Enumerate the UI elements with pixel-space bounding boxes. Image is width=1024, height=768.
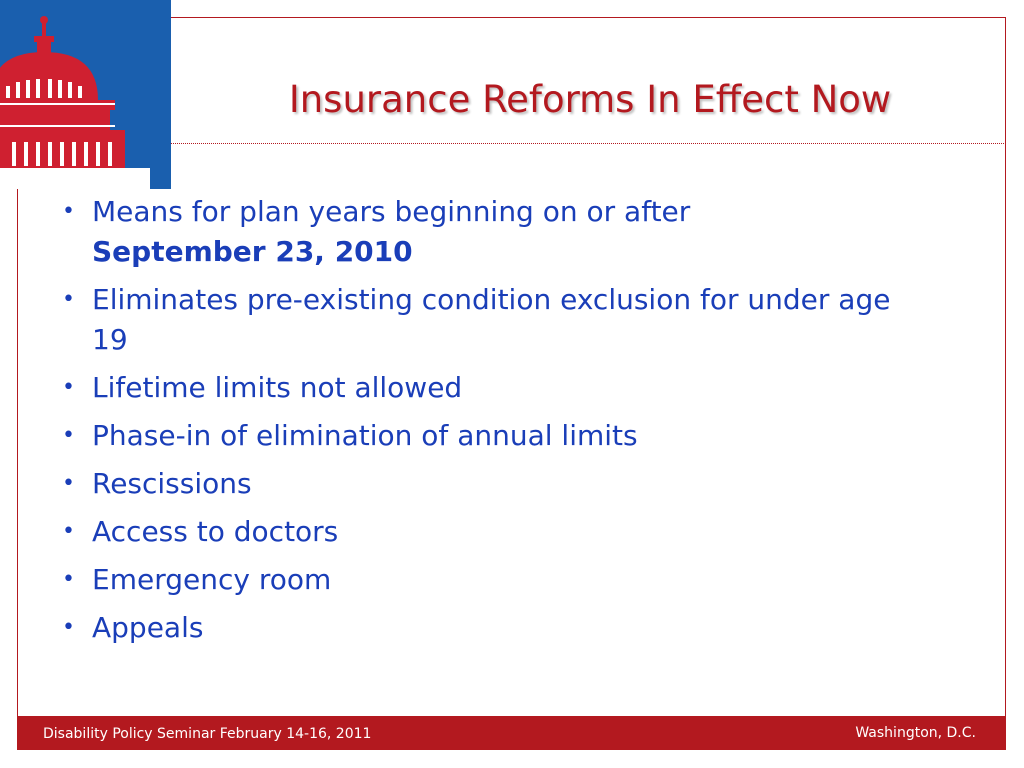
bullet-text: Lifetime limits not allowed [92,371,463,404]
slide-title: Insurance Reforms In Effect Now [288,78,892,121]
list-item [62,368,892,408]
bullet-icon: • [62,199,75,224]
list-item [62,560,892,600]
list-item [62,280,892,360]
title-divider [171,143,1006,144]
bullet-text: Rescissions [92,467,252,500]
footer-bar [17,716,1006,750]
bullet-icon: • [62,423,75,448]
bullet-date: September 23, 2010 [92,235,413,268]
list-item [62,464,892,504]
bullet-text: Emergency room [92,563,332,596]
list-item [62,192,892,272]
bullet-icon: • [62,287,75,312]
bullet-icon: • [62,567,75,592]
bullet-icon: • [62,375,75,400]
list-item [62,416,892,456]
bullet-list [62,192,892,656]
footer-event-text: Disability Policy Seminar February 14-16, 2011 [43,726,372,742]
bullet-text: Eliminates pre-existing condition exclusion for under age 19 [92,283,891,356]
bullet-icon: • [62,615,75,640]
bullet-text: Access to doctors [92,515,339,548]
capitol-dome-icon [0,0,171,189]
bullet-icon: • [62,471,75,496]
bullet-text: Appeals [92,611,204,644]
list-item [62,512,892,552]
footer-location-text: Washington, D.C. [855,725,976,741]
list-item [62,608,892,648]
bullet-text: Phase-in of elimination of annual limits [92,419,638,452]
bullet-text: Means for plan years beginning on or after [92,195,691,228]
bullet-icon: • [62,519,75,544]
